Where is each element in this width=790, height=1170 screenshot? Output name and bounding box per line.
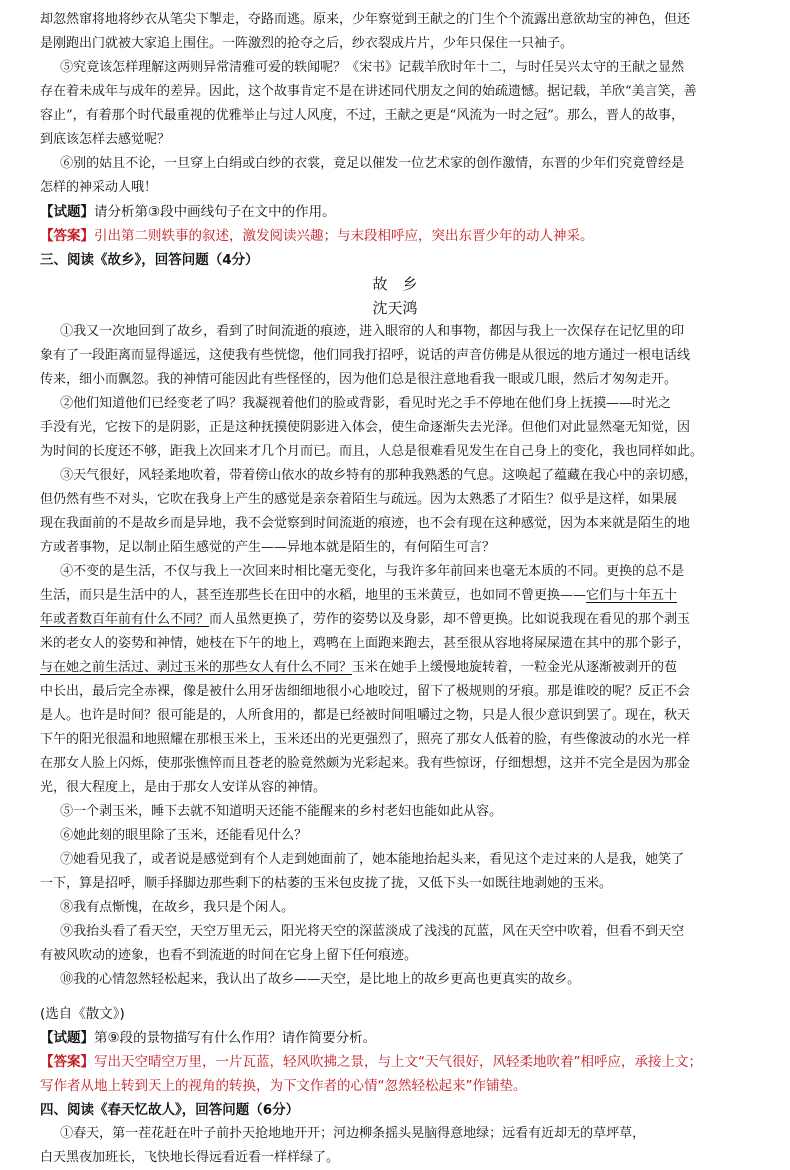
paragraph-2-line: 为时间的长度还不够，距我上次回来才几个月而已。而且，人总是很难看见发生在自己身上的变化，我也同样如此。: [40, 444, 704, 459]
paragraph-2-line: ②他们知道他们已经变老了吗？我凝视着他们的脸或背影，看见时光之手不停地在他们身上抚摸——时光之: [60, 396, 672, 411]
essay-author: 沈天鸿: [372, 299, 418, 317]
paragraph-4-line: 米的老女人的姿势和神情，她枝在下午的地上，鸡鸭在上面跑来跑去，甚至很从容地将屎屎遗在其中的那个影子，: [40, 636, 691, 651]
question-tag: 【试题】: [40, 1030, 94, 1046]
paragraph-4-line: 中长出，最后完全赤裸，像是被什么用牙齿细细地很小心地咬过，留下了极规则的牙痕。那是谁咬的呢？反正不会: [40, 684, 691, 699]
answer-2: [40, 1050, 750, 1074]
paragraph-4-line: [40, 608, 750, 632]
underlined-sentence: 年或者数百年前有什么不同？: [40, 612, 210, 627]
section-4-paragraph-line: 白天黑夜加班长，飞快地长得远看近看一样样绿了。: [40, 1150, 340, 1165]
plain-text: 而人虽然更换了，劳作的姿势以及身影，却不曾更换。比如说我现在看见的那个剥玉: [209, 612, 691, 627]
answer-tag: 【答案】: [40, 228, 94, 244]
paragraph-4-line: 光，很大程度上，是由于那女人安详从容的神情。: [40, 780, 327, 795]
paragraph-10: ⑩我的心情忽然轻松起来，我认出了故乡——天空，是比地上的故乡更高也更真实的故乡。: [60, 972, 581, 987]
paragraph-6-line: 怎样的神采动人哦！: [40, 180, 158, 195]
paragraph-1-line: 传来，细小而飘忽。我的神情可能因此有些怪怪的，因为他们总是很注意地看我一眼或几眼，然后才匆匆走开。: [40, 372, 678, 387]
section-4-heading: 四、阅读《春天忆故人》，回答问题（6分）: [40, 1102, 300, 1118]
answer-text: 引出第二则轶事的叙述，激发阅读兴趣；与末段相呼应，突出东晋少年的动人神采。: [94, 228, 594, 244]
paragraph-9-line: 有被风吹动的迹象，也看不到流逝的时间在它身上留下任何痕迹。: [40, 948, 418, 963]
paragraph-1-line: ①我又一次地回到了故乡，看到了时间流逝的痕迹，进入眼帘的人和事物，都因与我上一次保存在记忆里的印: [60, 324, 685, 339]
paragraph-6-line: ⑥别的姑且不论，一旦穿上白绢或白纱的衣裳，竟足以催发一位艺术家的创作激情，东晋的少年们究竟曾经是: [60, 156, 685, 171]
answer-tag: 【答案】: [40, 1054, 94, 1070]
question-1: [40, 200, 750, 224]
paragraph-3-line: ③天气很好，风轻柔地吹着，带着傍山依水的故乡特有的那种我熟悉的气息。这唤起了蕴藏在我心中的亲切感，: [60, 468, 698, 483]
paragraph-5-line: ⑤究竟该怎样理解这两则异常清雅可爱的轶闻呢？《宋书》记载羊欣时年十二，与时任吴兴太守的王献之显然: [60, 60, 685, 75]
paragraph-5-line: 到底该怎样去感觉呢？: [40, 132, 171, 147]
question-tag: 【试题】: [40, 204, 94, 220]
paragraph-4-line: 下午的阳光很温和地照耀在那根玉米上，玉米还出的光更强烈了，照亮了那女人低着的脸，有些像波动的水光一样: [40, 732, 691, 747]
underlined-sentence: 它们与十年五十: [586, 588, 678, 603]
text-line: 却忽然窜将地将纱衣从笔尖下掣走，夺路而逃。原来，少年察觉到王献之的门生个个流露出意欲劫宝的神色，但还: [40, 12, 691, 27]
paragraph-3-line: 现在我面前的不是故乡而是异地，我不会觉察到时间流逝的痕迹，也不会有现在这种感觉，因为本来就是陌生的地: [40, 516, 691, 531]
paragraph-4-line: [40, 656, 750, 680]
underlined-sentence: 与在她之前生活过、剥过玉米的那些女人有什么不同？: [40, 660, 353, 675]
paragraph-7-line: 一下，算是招呼，顺手择脚边那些剩下的枯萎的玉米包皮拢了拢，又低下头一如既往地剥她的玉米。: [40, 876, 613, 891]
paragraph-3-line: 方或者事物，足以制止陌生感觉的产生——异地本就是陌生的，有何陌生可言？: [40, 540, 496, 555]
answer-1: [40, 224, 750, 248]
paragraph-9-line: ⑨我抬头看了看天空，天空万里无云，阳光将天空的深蓝淡成了浅浅的瓦蓝，风在天空中吹着，但看不到天空: [60, 924, 685, 939]
plain-text: 生活，而只是生活中的人，甚至连那些长在田中的水稻，地里的玉米黄豆，也如同不曾更换——: [40, 588, 587, 603]
paragraph-4-line: 是人。也许是时间？很可能是的，人所食用的，都是已经被时间咀嚼过之物，只是人很少意识到罢了。现在，秋天: [40, 708, 691, 723]
question-text: 第⑨段的景物描写有什么作用？请作简要分析。: [94, 1030, 377, 1046]
answer-2-continued: 写作者从地上转到天上的视角的转换，为下文作者的心情“忽然轻松起来”作铺垫。: [40, 1078, 527, 1094]
section-3-heading: 三、阅读《故乡》，回答问题（4分）: [40, 252, 259, 268]
question-2: [40, 1026, 750, 1050]
text-line: 是刚跑出门就被大家追上围住。一阵激烈的抢夺之后，纱衣裂成片片，少年只保住一只袖子。: [40, 36, 574, 51]
paragraph-8: ⑧我有点惭愧，在故乡，我只是个闲人。: [60, 900, 295, 915]
paragraph-4-line: 在那女人脸上闪烁，使那张憔悴而且苍老的脸竟然颇为光彩起来。我有些惊讶，仔细想想，这并不完全是因为那金: [40, 756, 691, 771]
paragraph-6: ⑥她此刻的眼里除了玉米，还能看见什么？: [60, 828, 308, 843]
paragraph-5: ⑤一个剥玉米，睡下去就不知道明天还能不能醒来的乡村老妇也能如此从容。: [60, 804, 503, 819]
paragraph-3-line: 但仍然有些不对头，它吹在我身上产生的感觉是亲奈着陌生与疏远。因为太熟悉了才陌生？似乎是这样，如果展: [40, 492, 678, 507]
paragraph-1-line: 象有了一段距离而显得遥远，这使我有些恍惚，他们同我打招呼，说话的声音仿佛是从很远的地方通过一根电话线: [40, 348, 691, 363]
paragraph-5-line: 存在着未成年与成年的差异。因此，这个故事肯定不是在讲述同代朋友之间的始疏遗憾。据记载，羊欣“美言笑，善: [40, 84, 697, 99]
source-note: (选自《散文》): [40, 1006, 125, 1022]
paragraph-4-line: ④不变的是生活，不仅与我上一次回来时相比毫无变化，与我许多年前回来也毫无本质的不同。更换的总不是: [60, 564, 685, 579]
paragraph-4-line: [40, 584, 750, 608]
section-4-paragraph-line: ①春天，第一茬花赶在叶子前扑天抢地地开开；河边柳条摇头晃脑得意地绿；远看有近却无的草坪草，: [60, 1126, 646, 1141]
essay-title: 故 乡: [372, 275, 418, 293]
question-text: 请分析第③段中画线句子在文中的作用。: [94, 204, 336, 220]
answer-text: 写出天空晴空万里，一片瓦蓝，轻风吹拂之景，与上文“天气很好，风轻柔地吹着”相呼应，承接上文；: [94, 1054, 702, 1070]
paragraph-5-line: 容止”，有着那个时代最重视的优雅举止与过人风度，不过，王献之更是“风流为一时之冠”。那么，晋人的故事，: [40, 108, 684, 123]
plain-text: 玉米在她手上缓慢地旋转着，一粒金光从逐渐被剥开的苞: [352, 660, 678, 675]
paragraph-2-line: 手没有光，它按下的是阴影，正是这种抚摸使阴影进入体会，使生命逐渐失去光泽。但他们对此显然毫无知觉，因: [40, 420, 691, 435]
paragraph-7-line: ⑦她看见我了，或者说是感觉到有个人走到她面前了，她本能地抬起头来，看见这个走过来的人是我，她笑了: [60, 852, 685, 867]
